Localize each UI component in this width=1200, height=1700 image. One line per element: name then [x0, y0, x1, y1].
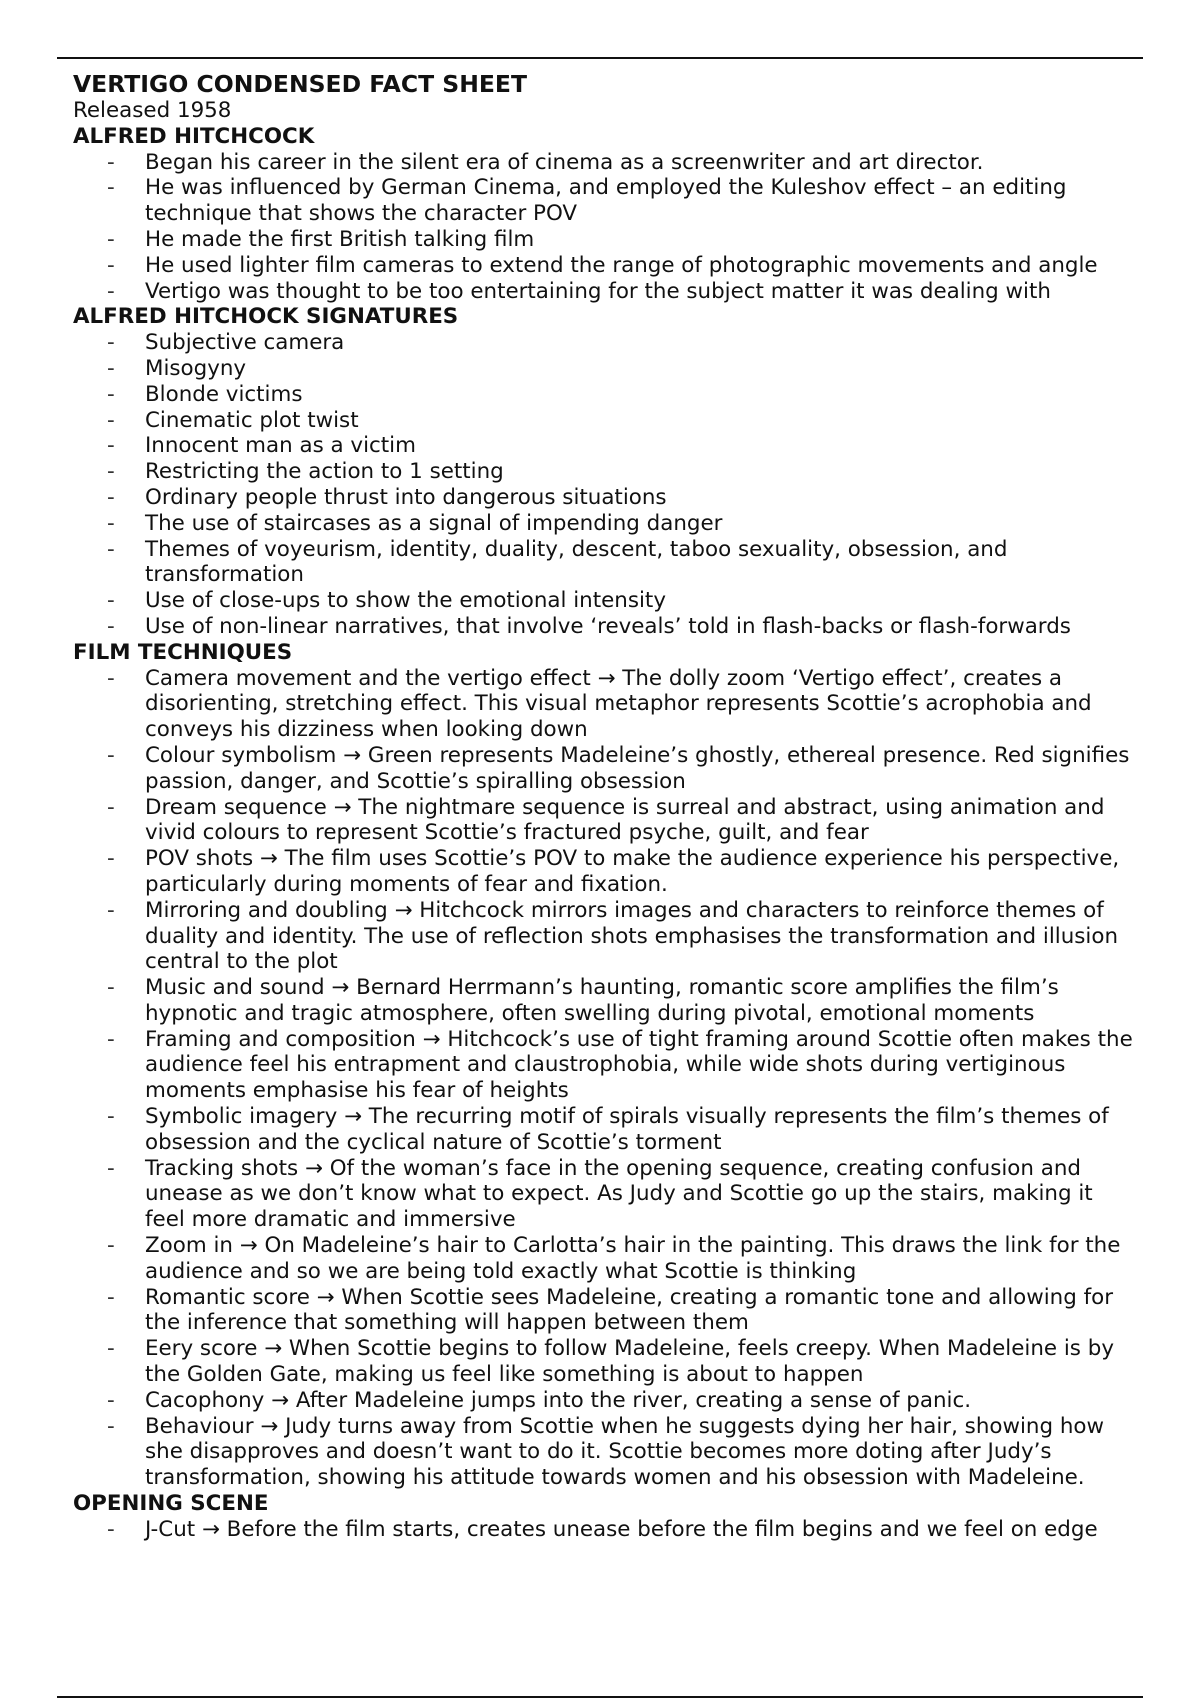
bullet-dash: - — [107, 226, 115, 252]
list-item — [73, 795, 1139, 847]
bullet-dash: - — [107, 175, 115, 201]
list-item — [73, 1156, 1139, 1233]
bullet-dash: - — [107, 330, 115, 356]
bullet-dash: - — [107, 536, 115, 562]
list-item — [73, 485, 1139, 511]
list-item-text: J-Cut → Before the film starts, creates unease before the film begins and we feel on edge — [145, 1516, 1098, 1542]
section-heading: ALFRED HITCHOCK SIGNATURES — [73, 304, 459, 330]
bullet-dash: - — [107, 1387, 115, 1413]
list-item — [73, 975, 1139, 1027]
list-item-text: He was influenced by German Cinema, and employed the Kuleshov effect – an editing technique that shows the character POV — [145, 175, 1067, 227]
bullet-dash: - — [107, 588, 115, 614]
section-film-techniques — [73, 640, 1139, 1491]
list-item — [73, 588, 1139, 614]
section-opening-scene — [73, 1491, 1139, 1543]
list-item-text: Zoom in → On Madeleine’s hair to Carlotta’s hair in the painting. This draws the link for the audience and so we are being told exactly what Scottie is thinking — [145, 1233, 1121, 1284]
bottom-rule — [57, 1696, 1143, 1698]
list-item — [73, 1414, 1139, 1491]
list-item-text: Framing and composition → Hitchcock’s use of tight framing around Scottie often makes the audience feel his entrapment and claustrophobia, while wide shots during vertiginous moments emphasise his fear of heights — [145, 1026, 1133, 1104]
section-alfred-hitchock-signatures — [73, 304, 1139, 639]
bullet-dash: - — [107, 149, 115, 175]
list-item — [73, 743, 1139, 795]
list-item — [73, 666, 1139, 743]
list-item-text: Themes of voyeurism, identity, duality, descent, taboo sexuality, obsession, and transformation — [145, 536, 1008, 588]
list-item-text: Eery score → When Scottie begins to follow Madeleine, feels creepy. When Madeleine is by the Golden Gate, making us feel like something is about to happen — [145, 1336, 1114, 1388]
list-item-text: Subjective camera — [145, 330, 345, 356]
list-item — [73, 279, 1139, 305]
list-item — [73, 537, 1139, 589]
list-item-text: Symbolic imagery → The recurring motif of spirals visually represents the film’s themes of obsession and the cyclical nature of Scottie’s torment — [145, 1104, 1109, 1155]
list-item-text: Camera movement and the vertigo effect → The dolly zoom ‘Vertigo effect’, creates a disorienting, stretching effect. This visual metaphor represents Scottie’s acrophobia and conveys his dizziness when looking down — [145, 665, 1092, 743]
list-item — [73, 1285, 1139, 1337]
bullet-list — [73, 666, 1139, 1492]
bullet-dash: - — [107, 407, 115, 433]
bullet-dash: - — [107, 742, 115, 768]
bullet-dash: - — [107, 1413, 115, 1439]
list-item-text: Restricting the action to 1 setting — [145, 459, 504, 485]
fact-sheet — [73, 71, 1139, 1543]
bullet-dash: - — [107, 665, 115, 691]
list-item-text: Music and sound → Bernard Herrmann’s haunting, romantic score amplifies the film’s hypnotic and tragic atmosphere, often swelling during pivotal, emotional moments — [145, 975, 1059, 1026]
list-item-text: Began his career in the silent era of cinema as a screenwriter and art director. — [145, 149, 984, 175]
top-rule — [57, 57, 1143, 59]
list-item-text: POV shots → The film uses Scottie’s POV to make the audience experience his perspective, particularly during moments of fear and fixation. — [145, 846, 1120, 897]
list-item — [73, 433, 1139, 459]
list-item — [73, 1517, 1139, 1543]
sections-container — [73, 124, 1139, 1543]
list-item — [73, 356, 1139, 382]
list-item-text: He made the first British talking film — [145, 226, 535, 252]
list-item-text: Use of close-ups to show the emotional intensity — [145, 588, 666, 614]
bullet-dash: - — [107, 459, 115, 485]
list-item-text: Colour symbolism → Green represents Madeleine’s ghostly, ethereal presence. Red signifies passion, danger, and Scottie’s spiralling obsession — [145, 742, 1130, 794]
bullet-dash: - — [107, 484, 115, 510]
list-item — [73, 227, 1139, 253]
bullet-list — [73, 330, 1139, 640]
bullet-dash: - — [107, 1155, 115, 1181]
list-item — [73, 1233, 1139, 1285]
list-item — [73, 459, 1139, 485]
section-alfred-hitchcock — [73, 124, 1139, 305]
list-item-text: Use of non-linear narratives, that involve ‘reveals’ told in flash-backs or flash-forwards — [145, 613, 1071, 639]
list-item-text: Innocent man as a victim — [145, 433, 416, 459]
document-title: VERTIGO CONDENSED FACT SHEET — [73, 70, 528, 98]
list-item-text: Misogyny — [145, 355, 247, 381]
list-item-text: Cacophony → After Madeleine jumps into the river, creating a sense of panic. — [145, 1387, 972, 1413]
bullet-dash: - — [107, 1026, 115, 1052]
bullet-dash: - — [107, 846, 115, 872]
list-item — [73, 175, 1139, 227]
list-item — [73, 1388, 1139, 1414]
bullet-dash: - — [107, 897, 115, 923]
bullet-dash: - — [107, 252, 115, 278]
list-item — [73, 408, 1139, 434]
bullet-dash: - — [107, 975, 115, 1001]
list-item — [73, 253, 1139, 279]
bullet-dash: - — [107, 794, 115, 820]
list-item-text: Behaviour → Judy turns away from Scottie when he suggests dying her hair, showing how she disapproves and doesn’t want to do it. Scottie becomes more doting after Judy’s transformation, showing his attitude towards women and his obsession with Madeleine. — [145, 1413, 1104, 1491]
list-item-text: Tracking shots → Of the woman’s face in the opening sequence, creating confusion and unease as we don’t know what to expect. As Judy and Scottie go up the stairs, making it feel more dramatic and immersive — [145, 1155, 1093, 1233]
list-item-text: Vertigo was thought to be too entertaining for the subject matter it was dealing with — [145, 278, 1051, 304]
list-item-text: The use of staircases as a signal of impending danger — [145, 510, 723, 536]
list-item-text: Ordinary people thrust into dangerous situations — [145, 484, 667, 510]
list-item — [73, 1336, 1139, 1388]
list-item-text: Romantic score → When Scottie sees Madeleine, creating a romantic tone and allowing for the inference that something will happen between them — [145, 1284, 1114, 1336]
list-item — [73, 1027, 1139, 1104]
bullet-dash: - — [107, 1233, 115, 1259]
bullet-dash: - — [107, 1336, 115, 1362]
list-item-text: Cinematic plot twist — [145, 407, 359, 433]
list-item — [73, 382, 1139, 408]
list-item-text: Mirroring and doubling → Hitchcock mirrors images and characters to reinforce themes of duality and identity. The use of reflection shots emphasises the transformation and illusion central to the plot — [145, 897, 1119, 975]
bullet-dash: - — [107, 278, 115, 304]
bullet-dash: - — [107, 1284, 115, 1310]
section-heading: FILM TECHNIQUES — [73, 639, 293, 665]
bullet-dash: - — [107, 355, 115, 381]
bullet-dash: - — [107, 510, 115, 536]
list-item — [73, 1104, 1139, 1156]
release-line: Released 1958 — [73, 98, 232, 123]
list-item — [73, 511, 1139, 537]
list-item-text: Dream sequence → The nightmare sequence is surreal and abstract, using animation and vivid colours to represent Scottie’s fractured psyche, guilt, and fear — [145, 794, 1105, 846]
section-heading: OPENING SCENE — [73, 1491, 269, 1517]
bullet-dash: - — [107, 1104, 115, 1130]
list-item — [73, 150, 1139, 176]
section-heading: ALFRED HITCHCOCK — [73, 123, 315, 149]
bullet-dash: - — [107, 1516, 115, 1542]
bullet-dash: - — [107, 433, 115, 459]
bullet-dash: - — [107, 381, 115, 407]
list-item-text: He used lighter film cameras to extend the range of photographic movements and angle — [145, 252, 1098, 278]
list-item — [73, 614, 1139, 640]
bullet-list — [73, 150, 1139, 305]
list-item — [73, 330, 1139, 356]
list-item — [73, 846, 1139, 898]
list-item-text: Blonde victims — [145, 381, 303, 407]
bullet-dash: - — [107, 613, 115, 639]
list-item — [73, 898, 1139, 975]
bullet-list — [73, 1517, 1139, 1543]
